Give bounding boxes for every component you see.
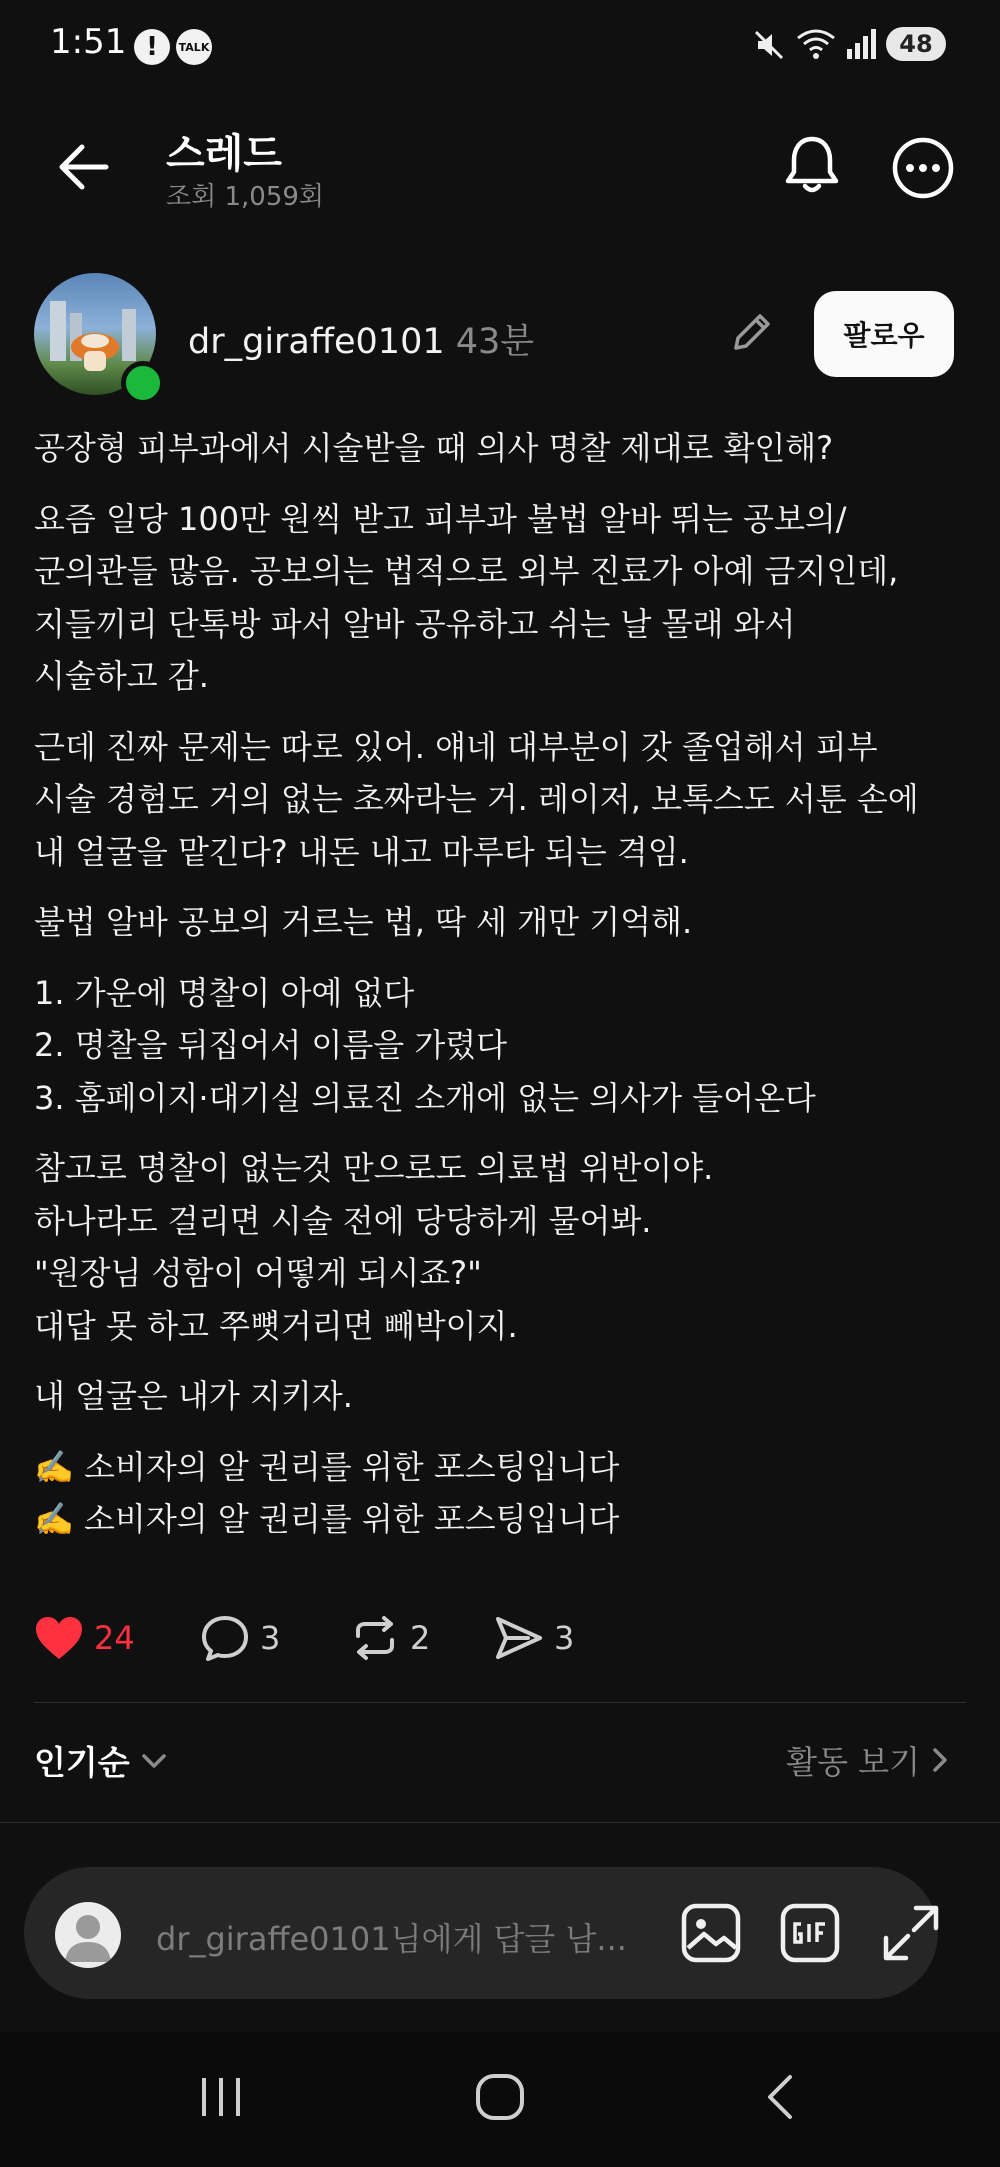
post-paragraph: 내 얼굴은 내가 지키자.	[34, 1377, 353, 1415]
image-attach-icon[interactable]	[680, 1902, 742, 1964]
repost-count: 2	[410, 1619, 431, 1657]
sort-dropdown[interactable]	[34, 1737, 168, 1784]
mute-icon	[752, 28, 786, 62]
post-paragraph: ✍️ 소비자의 알 권리를 위한 포스팅입니다 ✍️ 소비자의 알 권리를 위한 포스팅입니다	[34, 1447, 620, 1538]
post-list: 1. 가운에 명찰이 아예 없다 2. 명찰을 뒤집어서 이름을 가렸다 3. 홈페이지·대기실 의료진 소개에 없는 의사가 들어온다	[34, 973, 816, 1117]
back-nav-icon[interactable]	[760, 2072, 800, 2122]
chevron-right-icon	[932, 1746, 948, 1774]
post-time: 43분	[455, 322, 535, 362]
bell-icon[interactable]	[783, 134, 841, 196]
divider	[34, 1702, 966, 1703]
online-status-dot	[121, 361, 165, 405]
heart-filled-icon	[34, 1615, 84, 1661]
post-paragraph: 불법 알바 공보의 거르는 법, 딱 세 개만 기억해.	[34, 903, 693, 941]
page-title: 스레드	[166, 131, 282, 177]
more-options-icon[interactable]	[892, 137, 954, 199]
post-paragraph: 참고로 명찰이 없는것 만으로도 의료법 위반이야. 하나라도 걸리면 시술 전에 당당하게 물어봐. "원장님 성함이 어떻게 되시죠?" 대답 못 하고 쭈뼛거리면 빼박이지.	[34, 1149, 714, 1345]
recent-apps-icon[interactable]	[196, 2072, 246, 2122]
notification-badge: !	[146, 32, 158, 62]
view-activity-link[interactable]	[786, 1737, 948, 1783]
view-count: 조회 1,059회	[166, 182, 325, 212]
comment-count: 3	[260, 1619, 281, 1657]
status-time: 1:51	[50, 22, 127, 62]
kakaotalk-icon	[176, 29, 212, 65]
post-content	[34, 422, 964, 1564]
post-paragraph: 요즘 일당 100만 원씩 받고 피부과 불법 알바 뛰는 공보의/ 군의관들 많음. 공보의는 법적으로 외부 진료가 아예 금지인데, 지들끼리 단톡방 파서 알바 공유하고 쉬는 날 몰래 와서 시술하고 감.	[34, 499, 899, 695]
repost-icon	[350, 1614, 400, 1662]
battery-indicator: 48	[886, 27, 946, 61]
chevron-down-icon	[140, 1751, 168, 1771]
send-icon	[494, 1614, 544, 1662]
post-author[interactable]	[188, 314, 534, 364]
gif-icon[interactable]	[779, 1902, 841, 1964]
comment-bubble-icon	[200, 1614, 250, 1662]
sort-label: 인기순	[34, 1743, 130, 1782]
share-count: 3	[554, 1619, 575, 1657]
username[interactable]: dr_giraffe0101	[188, 322, 445, 362]
post-paragraph: 공장형 피부과에서 시술받을 때 의사 명찰 제대로 확인해?	[34, 429, 834, 467]
comment-button[interactable]	[200, 1610, 280, 1666]
signal-icon	[845, 27, 877, 61]
edit-pencil-icon[interactable]	[728, 308, 776, 356]
like-count: 24	[94, 1619, 135, 1657]
post-paragraph: 근데 진짜 문제는 따로 있어. 얘네 대부분이 갓 졸업해서 피부 시술 경험도 거의 없는 초짜라는 거. 레이저, 보톡스도 서툰 손에 내 얼굴을 맡긴다? 내돈 내고 마루타 되는 격임.	[34, 727, 919, 871]
activity-label: 활동 보기	[786, 1743, 920, 1781]
like-button[interactable]	[34, 1610, 135, 1666]
reply-input[interactable]: dr_giraffe0101님에게 답글 남...	[156, 1920, 627, 1958]
back-arrow-icon[interactable]	[58, 144, 110, 190]
follow-button[interactable]: 팔로우	[814, 291, 954, 377]
repost-button[interactable]	[350, 1610, 430, 1666]
share-button[interactable]	[494, 1610, 574, 1666]
my-avatar	[55, 1902, 121, 1968]
notification-alert-icon	[134, 29, 170, 65]
talk-label: TALK	[178, 40, 210, 54]
divider	[0, 1822, 1000, 1823]
wifi-icon	[795, 26, 837, 62]
expand-icon[interactable]	[880, 1902, 942, 1964]
home-icon[interactable]	[474, 2072, 526, 2122]
default-avatar-icon	[55, 1902, 121, 1968]
